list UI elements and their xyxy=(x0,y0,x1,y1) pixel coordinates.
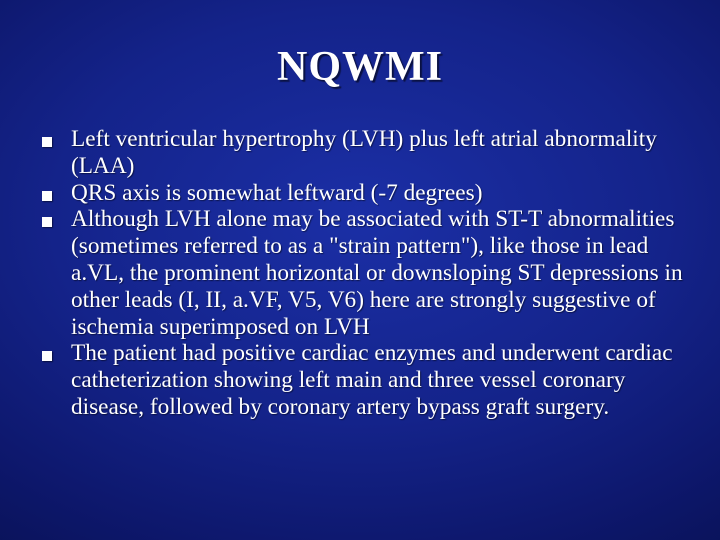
bullet-list xyxy=(42,126,692,421)
bullet-item xyxy=(42,180,692,207)
bullet-text: Although LVH alone may be associated with ST-T abnormalities (sometimes referred to as a "strain pattern"), like those in lead a.VL, the prominent horizontal or downsloping ST depressions in other leads (I, II, a.VF, V5, V6) here are strongly suggestive of ischemia superimposed on LVH xyxy=(71,206,683,340)
square-bullet-icon xyxy=(42,217,52,227)
bullet-item xyxy=(42,206,692,340)
bullet-text: The patient had positive cardiac enzymes and underwent cardiac catheterization showing left main and three vessel coronary disease, followed by coronary artery bypass graft surgery. xyxy=(71,340,673,420)
bullet-item xyxy=(42,340,692,420)
square-bullet-icon xyxy=(42,137,52,147)
bullet-text: Left ventricular hypertrophy (LVH) plus left atrial abnormality (LAA) xyxy=(71,126,657,179)
square-bullet-icon xyxy=(42,191,52,201)
bullet-item xyxy=(42,126,692,180)
slide-title: NQWMI xyxy=(277,44,443,90)
square-bullet-icon xyxy=(42,351,52,361)
bullet-text: QRS axis is somewhat leftward (-7 degrees) xyxy=(71,179,483,206)
